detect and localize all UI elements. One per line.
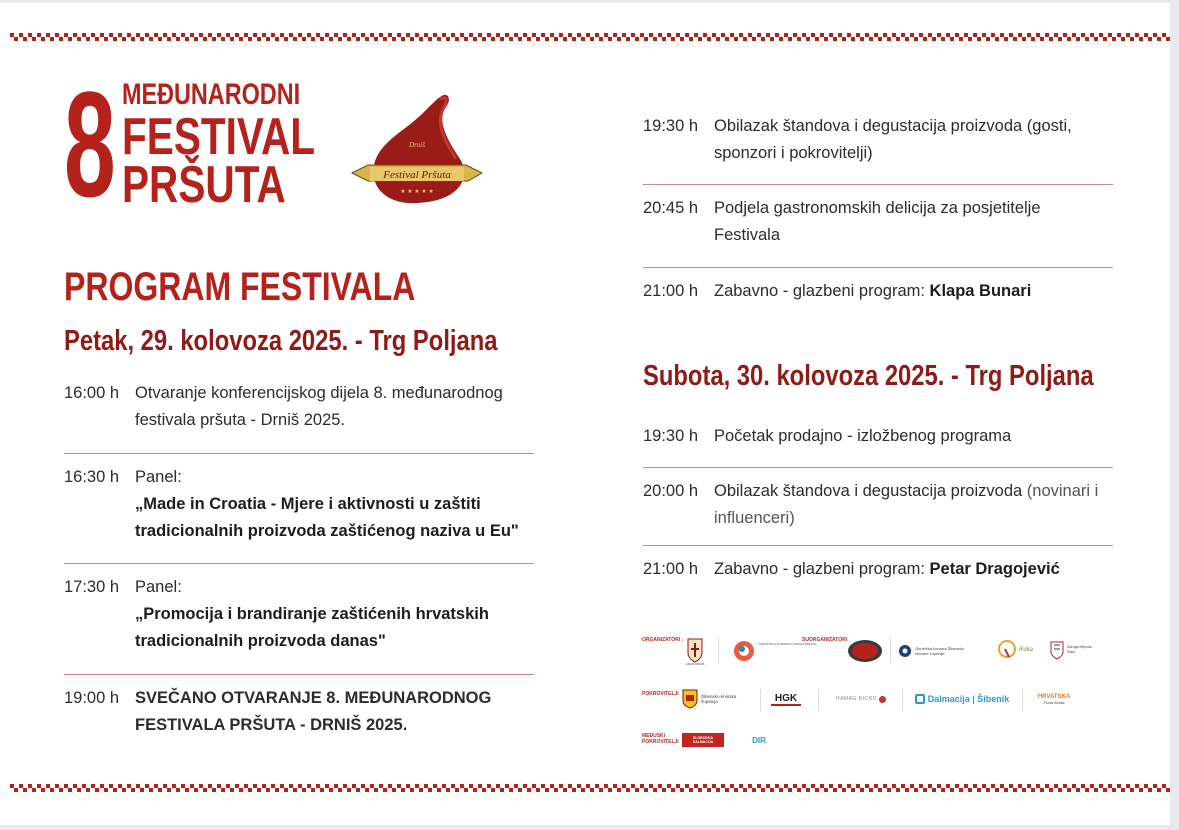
- svg-text:TURISTIČKA ZAJEDNICA GRADA DRN: TURISTIČKA ZAJEDNICA GRADA DRNIŠA: [758, 642, 817, 646]
- item-text: „Made in Croatia - Mjere i aktivnosti u zaštiti tradicionalnih proizvoda zaštićenog naziva u Eu": [135, 495, 519, 540]
- performer-name: Klapa Bunari: [929, 282, 1032, 300]
- item-text: Otvaranje konferencijskog dijela 8. međunarodnog festivala pršuta - Drniš 2025.: [135, 384, 503, 429]
- hamag-bicro-logo: HAMAG BICRO: [826, 687, 896, 711]
- item-time: 19:30 h: [643, 117, 699, 135]
- festival-emblem-icon: [348, 89, 486, 209]
- svg-text:GRAD DRNIŠ: GRAD DRNIŠ: [685, 662, 705, 666]
- schedule-item: [643, 278, 1113, 308]
- divider: [643, 545, 1113, 546]
- grad-drnis-logo: [680, 635, 710, 665]
- svg-text:Ruka: Ruka: [1019, 647, 1034, 653]
- tz-drnis-logo: [732, 637, 817, 665]
- schedule-item: [643, 113, 1113, 171]
- item-time: 21:00 h: [643, 560, 699, 578]
- item-text: „Promocija i brandiranje zaštićenih hrvatskih tradicionalnih proizvoda danas": [135, 605, 489, 650]
- coorganizers-label: SUORGANIZATORI: [802, 637, 848, 643]
- item-time: 19:30 h: [643, 427, 699, 445]
- ruka-logo: [995, 637, 1035, 663]
- emblem-small-text: Drniš: [409, 141, 425, 149]
- sponsors-block: [640, 631, 1110, 751]
- media-logo: DIR: [752, 735, 766, 745]
- media-label: MEĐUSKI POKROVITELJI: [642, 733, 679, 745]
- schedule-item: [64, 464, 534, 550]
- udruga-logo: Udruga Mijendo Sabo: [1050, 637, 1100, 663]
- item-label: Panel:: [135, 468, 182, 486]
- schedule-item: [643, 478, 1113, 536]
- logo-line-2: FESTIVAL: [122, 108, 316, 166]
- festival-poster: [0, 3, 1170, 825]
- item-text: Početak prodajno - izložbenog programa: [714, 427, 1012, 445]
- day1-title: Petak, 29. kolovoza 2025. - Trg Poljana: [64, 325, 498, 357]
- patrons-label: POKROVITELJI: [642, 691, 679, 697]
- logo-line-3: PRŠUTA: [122, 156, 286, 214]
- schedule-item: [64, 685, 534, 743]
- divider: [643, 184, 1113, 185]
- schedule-item: [643, 195, 1113, 253]
- item-time: 21:00 h: [643, 282, 699, 300]
- logo-line-1: MEĐUNARODNI: [122, 78, 301, 111]
- zupanija-logo: Šibensko-kninska županija: [682, 687, 762, 711]
- svg-text:★ ★ ★ ★ ★: ★ ★ ★ ★ ★: [400, 189, 434, 195]
- divider: [643, 267, 1113, 268]
- item-time: 19:00 h: [64, 689, 120, 707]
- coorganizer-logo: [845, 637, 885, 665]
- schedule-item: [64, 380, 534, 438]
- item-time: 20:00 h: [643, 482, 699, 500]
- schedule-item: [643, 556, 1113, 586]
- logo-wordmark: [122, 78, 369, 214]
- item-text: SVEČANO OTVARANJE 8. MEĐUNARODNOG FESTIVALA PRŠUTA - DRNIŠ 2025.: [135, 689, 492, 734]
- item-label: Panel:: [135, 578, 182, 596]
- logo-number: 8: [64, 60, 114, 228]
- performer-name: Petar Dragojević: [929, 560, 1060, 578]
- slobodna-dalmacija-logo: SLOBODNA DALMACIJA: [682, 733, 724, 747]
- decorative-border-bottom: [8, 783, 1164, 795]
- emblem-banner-text: Festival Pršuta: [383, 169, 451, 181]
- divider: [64, 453, 534, 454]
- hgk-logo: HGK: [766, 687, 806, 711]
- item-time: 20:45 h: [643, 199, 699, 217]
- festival-logo: [64, 60, 316, 230]
- divider: [643, 467, 1113, 468]
- day2-title: Subota, 30. kolovoza 2025. - Trg Poljana: [643, 360, 1094, 392]
- organizers-label: ORGANIZATORI :: [642, 637, 684, 643]
- schedule-item: [643, 423, 1113, 453]
- item-text: Zabavno - glazbeni program:: [714, 282, 930, 300]
- item-text: Obilazak štandova i degustacija proizvoda (gosti, sponzori i pokrovitelji): [714, 117, 1072, 162]
- item-time: 17:30 h: [64, 578, 120, 596]
- item-extra: (novinari i influenceri): [714, 482, 1099, 527]
- decorative-border-top: [8, 32, 1164, 44]
- hrvatska-logo: HRVATSKA Puna života: [1037, 693, 1071, 705]
- page-title: PROGRAM FESTIVALA: [64, 265, 416, 309]
- dalmacija-sibenik-logo: Dalmacija | Šibenik: [912, 689, 1012, 709]
- item-text: Obilazak štandova i degustacija proizvoda: [714, 482, 1023, 500]
- obrtnicka-komora-logo: Obrtnička komora Šibensko-kninske županije: [898, 639, 978, 663]
- item-time: 16:00 h: [64, 384, 120, 402]
- schedule-item: [64, 574, 534, 660]
- divider: [64, 563, 534, 564]
- item-text: Zabavno - glazbeni program:: [714, 560, 930, 578]
- item-time: 16:30 h: [64, 468, 120, 486]
- divider: [64, 674, 534, 675]
- item-text: Podjela gastronomskih delicija za posjetitelje Festivala: [714, 199, 1041, 244]
